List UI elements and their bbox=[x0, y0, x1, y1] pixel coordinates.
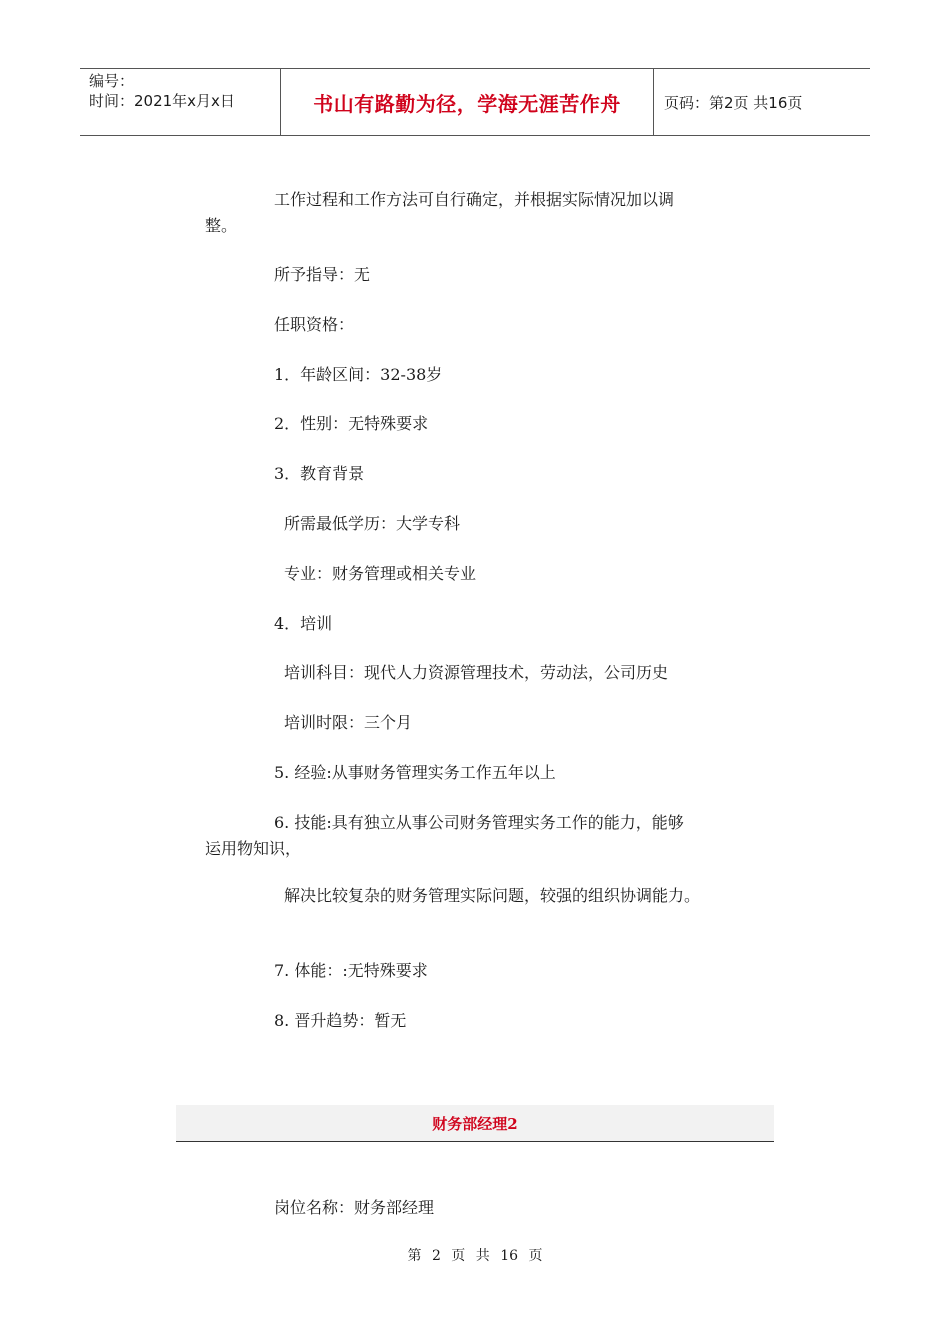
paragraph-line: 整。 bbox=[205, 216, 238, 235]
paragraph-line: 工作过程和工作方法可自行确定，并根据实际情况加以调 bbox=[274, 190, 675, 209]
section-banner bbox=[176, 1105, 774, 1142]
list-subitem: 所需最低学历：大学专科 bbox=[284, 514, 461, 533]
header-motto-cell bbox=[281, 69, 654, 135]
motto: 书山有路勤为径，学海无涯苦作舟 bbox=[313, 91, 621, 116]
section-title: 财务部经理2 bbox=[432, 1114, 518, 1133]
number-label: 编号： bbox=[89, 72, 135, 90]
list-subitem: 培训时限：三个月 bbox=[284, 713, 413, 732]
paragraph-line: 岗位名称：财务部经理 bbox=[274, 1198, 435, 1217]
list-item: 6. 技能:具有独立从事公司财务管理实务工作的能力，能够 bbox=[274, 813, 684, 832]
header-meta bbox=[80, 69, 281, 135]
list-subitem: 解决比较复杂的财务管理实际问题，较强的组织协调能力。 bbox=[284, 886, 701, 905]
paragraph-line: 任职资格： bbox=[274, 315, 355, 334]
list-item: 7. 体能：:无特殊要求 bbox=[274, 961, 428, 980]
list-subitem: 专业：财务管理或相关专业 bbox=[284, 564, 477, 583]
date-label: 时间：2021年x月x日 bbox=[89, 92, 235, 110]
list-item: 3．教育背景 bbox=[274, 464, 365, 483]
list-item: 2．性别：无特殊要求 bbox=[274, 414, 429, 433]
list-item: 8. 晋升趋势：暂无 bbox=[274, 1011, 407, 1030]
list-item: 1．年龄区间：32-38岁 bbox=[274, 365, 443, 384]
page-header bbox=[80, 68, 870, 136]
list-item: 4．培训 bbox=[274, 614, 333, 633]
paragraph-line: 所予指导：无 bbox=[274, 265, 371, 284]
page-footer: 第 2 页 共 16 页 bbox=[407, 1248, 543, 1264]
list-item: 5. 经验:从事财务管理实务工作五年以上 bbox=[274, 763, 556, 782]
page-info: 页码：第2页 共16页 bbox=[664, 93, 803, 112]
list-item-continued: 运用物知识， bbox=[205, 839, 302, 858]
list-subitem: 培训科目：现代人力资源管理技术，劳动法，公司历史 bbox=[284, 663, 669, 682]
